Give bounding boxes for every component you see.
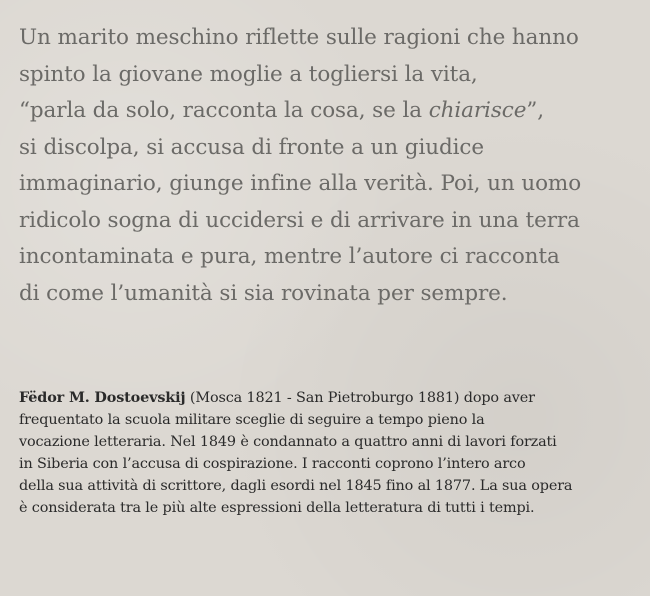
blurb-line-quote: [19, 93, 634, 130]
blurb-quote-close: ”,: [526, 98, 544, 123]
blurb-line: Un marito meschino riflette sulle ragioni che hanno: [19, 25, 579, 50]
bio-line: in Siberia con l’accusa di cospirazione. I racconti coprono l’intero arco: [19, 456, 526, 472]
blurb-italic-word: chiarisce: [428, 98, 527, 123]
bio-line-first: [19, 387, 639, 409]
bio-line: della sua attività di scrittore, dagli esordi nel 1845 fino al 1877. La sua opera: [19, 478, 573, 494]
bio-line: è considerata tra le più alte espressioni della letteratura di tutti i tempi.: [19, 500, 535, 516]
blurb-line: ridicolo sogna di uccidersi e di arrivare in una terra: [19, 207, 580, 233]
bio-line: vocazione letteraria. Nel 1849 è condannato a quattro anni di lavori forzati: [19, 434, 557, 450]
blurb-line: incontaminata e pura, mentre l’autore ci racconta: [19, 244, 560, 269]
blurb-line: di come l’umanità si sia rovinata per sempre.: [19, 280, 508, 306]
blurb-line: immaginario, giunge infine alla verità. Poi, un uomo: [19, 171, 582, 196]
author-name: Fëdor M. Dostoevskij: [19, 389, 186, 406]
blurb-line: si discolpa, si accusa di fronte a un giudice: [19, 134, 484, 160]
blurb-line: spinto la giovane moglie a togliersi la vita,: [19, 61, 478, 87]
bio-text: (Mosca 1821 - San Pietroburgo 1881) dopo aver: [185, 390, 535, 406]
bio-line: frequentato la scuola militare sceglie di seguire a tempo pieno la: [19, 412, 485, 428]
author-bio: [19, 387, 639, 519]
book-blurb: [19, 20, 634, 312]
blurb-quote-text: “parla da solo, racconta la cosa, se la: [19, 98, 429, 123]
